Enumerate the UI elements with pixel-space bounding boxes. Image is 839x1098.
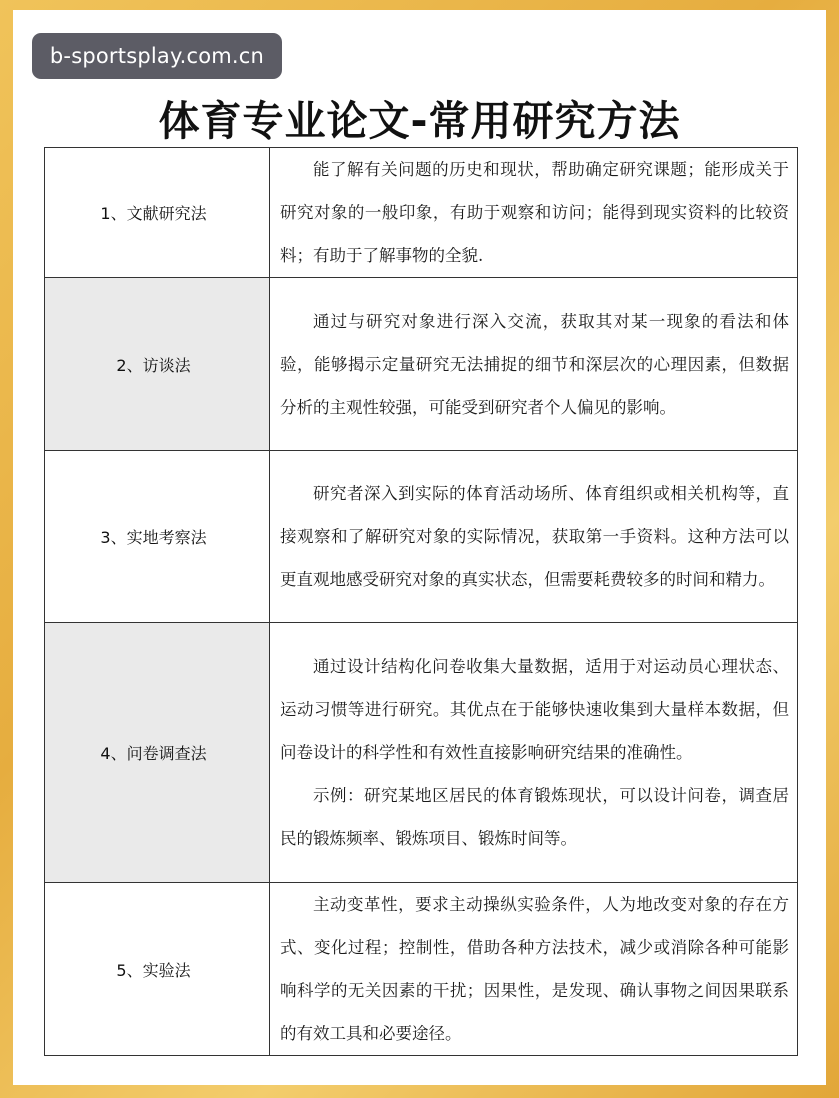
example-paragraph: 示例：研究某地区居民的体育锻炼现状，可以设计问卷，调查居民的锻炼频率、锻炼项目、锻炼时间等。	[280, 786, 789, 848]
description-paragraph: 能了解有关问题的历史和现状，帮助确定研究课题；能形成关于研究对象的一般印象，有助于观察和访问；能得到现实资料的比较资料；有助于了解事物的全貌.	[280, 160, 789, 265]
method-row-interview	[45, 278, 798, 451]
method-row-field-study	[45, 451, 798, 623]
method-row-questionnaire	[45, 623, 798, 883]
method-name: 5、实验法	[45, 883, 270, 1056]
methods-table	[44, 147, 798, 1056]
method-description	[270, 278, 798, 451]
method-description	[270, 883, 798, 1056]
description-paragraph: 研究者深入到实际的体育活动场所、体育组织或相关机构等，直接观察和了解研究对象的实际情况，获取第一手资料。这种方法可以更直观地感受研究对象的真实状态，但需要耗费较多的时间和精力。	[280, 484, 789, 589]
method-row-literature	[45, 148, 798, 278]
description-paragraph: 主动变革性，要求主动操纵实验条件，人为地改变对象的存在方式、变化过程；控制性，借助各种方法技术，减少或消除各种可能影响科学的无关因素的干扰；因果性，是发现、确认事物之间因果联系的有效工具和必要途径。	[280, 895, 789, 1043]
method-name: 1、文献研究法	[45, 148, 270, 278]
method-row-experiment	[45, 883, 798, 1056]
watermark-badge: b-sportsplay.com.cn	[32, 33, 282, 79]
method-description	[270, 623, 798, 883]
page-title: 体育专业论文-常用研究方法	[158, 97, 681, 145]
description-paragraph: 通过与研究对象进行深入交流，获取其对某一现象的看法和体验，能够揭示定量研究无法捕捉的细节和深层次的心理因素，但数据分析的主观性较强，可能受到研究者个人偏见的影响。	[280, 311, 789, 417]
method-description	[270, 148, 798, 278]
method-description	[270, 451, 798, 623]
method-name: 4、问卷调查法	[45, 623, 270, 883]
method-name: 2、访谈法	[45, 278, 270, 451]
description-paragraph: 通过设计结构化问卷收集大量数据，适用于对运动员心理状态、运动习惯等进行研究。其优点在于能够快速收集到大量样本数据，但问卷设计的科学性和有效性直接影响研究结果的准确性。	[280, 657, 789, 762]
method-name: 3、实地考察法	[45, 451, 270, 623]
